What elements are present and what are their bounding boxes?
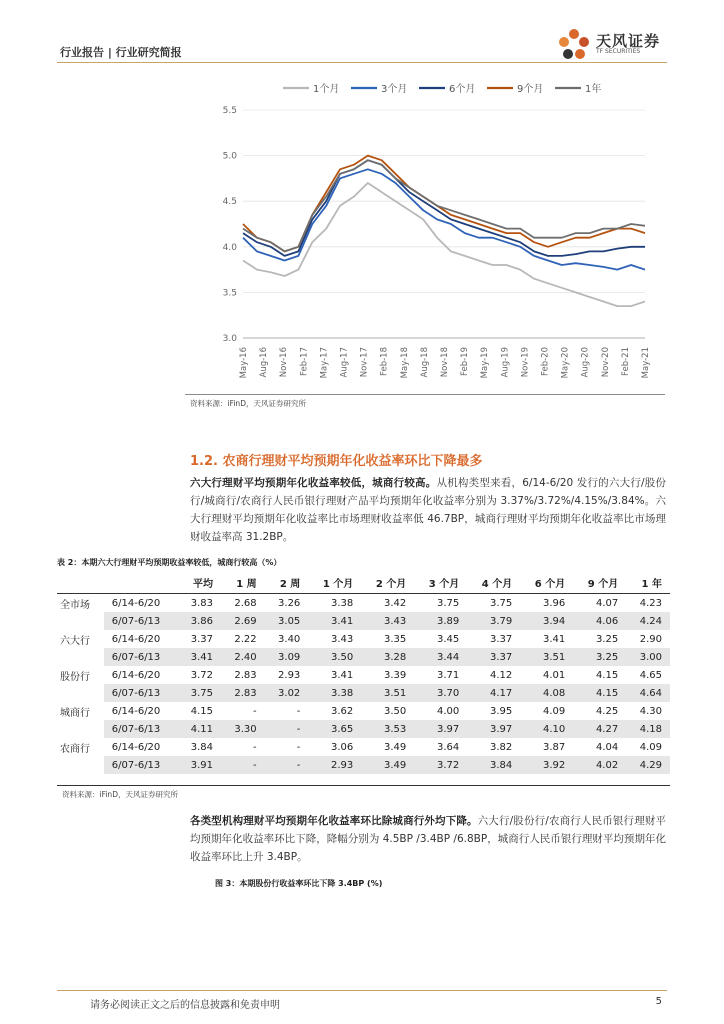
table-cell: 3.37 bbox=[190, 633, 214, 645]
table-header-cell: 2 个月 bbox=[361, 571, 414, 594]
table-cell: 3.30 bbox=[221, 720, 265, 738]
table-cell: 3.96 bbox=[542, 597, 566, 609]
x-tick-label: Feb-19 bbox=[460, 347, 471, 376]
logo-flower-icon bbox=[556, 26, 592, 62]
legend-label: 1年 bbox=[585, 84, 602, 95]
table-cell: 2.22 bbox=[234, 633, 257, 645]
table-source: 资料来源：iFinD，天风证券研究所 bbox=[62, 790, 178, 799]
row-group-label: 六大行 bbox=[60, 635, 90, 647]
section-paragraph bbox=[190, 474, 666, 546]
row-period: 6/14-6/20 bbox=[111, 705, 161, 717]
table-cell: 3.41 bbox=[331, 669, 354, 681]
x-tick-label: Feb-17 bbox=[299, 347, 310, 376]
table-row bbox=[57, 612, 670, 630]
table-cell: 4.18 bbox=[626, 720, 670, 738]
x-tick-label: May-21 bbox=[641, 347, 651, 379]
table-cell: 4.24 bbox=[626, 612, 670, 630]
table-cell: 3.06 bbox=[331, 741, 354, 753]
x-tick-label: Feb-20 bbox=[540, 347, 551, 376]
chart-source: 资料来源：iFinD，天风证券研究所 bbox=[190, 399, 306, 408]
table-header-cell: 平均 bbox=[177, 571, 221, 594]
table-cell: - bbox=[296, 705, 301, 717]
table-cell: 3.37 bbox=[467, 648, 520, 666]
table-cell: 3.38 bbox=[331, 597, 354, 609]
table-cell: 2.40 bbox=[221, 648, 265, 666]
x-tick-label: May-20 bbox=[560, 347, 571, 379]
table-cell: 3.25 bbox=[573, 648, 626, 666]
table-header-cell: 1 周 bbox=[221, 571, 265, 594]
table-cell: 3.95 bbox=[489, 705, 513, 717]
x-tick-label: Nov-18 bbox=[440, 347, 450, 378]
table-cell: 4.15 bbox=[595, 669, 619, 681]
table-cell: 4.12 bbox=[489, 669, 513, 681]
table-cell: 3.75 bbox=[489, 597, 513, 609]
row-period: 6/07-6/13 bbox=[104, 612, 178, 630]
row-period: 6/07-6/13 bbox=[104, 648, 178, 666]
table-cell: 3.83 bbox=[190, 597, 214, 609]
table-cell: 3.28 bbox=[361, 648, 414, 666]
table-cell: 3.65 bbox=[308, 720, 361, 738]
table-cell: 3.26 bbox=[278, 597, 301, 609]
table-cell: 3.05 bbox=[265, 612, 309, 630]
paragraph-body: 从机构类型来看，6/14-6/20 发行的六大行/股份行/城商行/农商行人民币银行理财产品平均预期年化收益率分别为 3.37%/3.72%/4.15%/3.84%。六大行理财平均预期年化收益率比市场理财收益率低 46.7BP，城商行理财平均预期年化收益率比市场理财收益率高 31.2BP。 bbox=[190, 477, 667, 543]
table-row bbox=[57, 756, 670, 774]
table-row bbox=[57, 630, 670, 648]
table-cell: 2.83 bbox=[234, 669, 257, 681]
x-tick-label: Feb-18 bbox=[379, 347, 390, 376]
table-cell: - bbox=[253, 741, 257, 753]
yield-table bbox=[57, 571, 670, 774]
table-cell: 3.42 bbox=[384, 597, 407, 609]
table-row bbox=[57, 666, 670, 684]
paragraph-2-body: 六大行/股份行/农商行人民币银行理财平均预期年化收益率环比下降，降幅分别为 4.5BP /3.4BP /6.8BP，城商行人民币银行理财平均预期年化收益率环比上升 3.4BP。 bbox=[190, 815, 666, 863]
table-row bbox=[57, 684, 670, 702]
table-header-row bbox=[57, 571, 670, 594]
row-period: 6/07-6/13 bbox=[104, 720, 178, 738]
table-cell: 3.53 bbox=[361, 720, 414, 738]
table-cell: 3.75 bbox=[436, 597, 460, 609]
x-tick-label: Aug-19 bbox=[500, 347, 511, 378]
x-tick-label: Nov-20 bbox=[600, 347, 611, 378]
row-group-label: 农商行 bbox=[60, 743, 90, 755]
y-tick-label: 4.5 bbox=[222, 197, 237, 208]
table-cell: 3.89 bbox=[414, 612, 467, 630]
table-cell: 3.94 bbox=[520, 612, 573, 630]
table-cell: 4.23 bbox=[639, 597, 662, 609]
table-cell: 4.65 bbox=[639, 669, 662, 681]
series-line bbox=[243, 169, 645, 269]
table-cell: 4.11 bbox=[177, 720, 221, 738]
logo-cn: 天风证券 bbox=[596, 32, 661, 50]
table-cell: 3.25 bbox=[595, 633, 619, 645]
table-cell: 3.72 bbox=[414, 756, 467, 774]
table-cell: 4.27 bbox=[573, 720, 626, 738]
x-tick-label: Aug-16 bbox=[259, 347, 270, 378]
table-cell: 3.51 bbox=[361, 684, 414, 702]
table-row bbox=[57, 738, 670, 756]
table-cell: - bbox=[265, 720, 309, 738]
paragraph-lead: 六大行理财平均预期年化收益率较低，城商行较高。 bbox=[190, 477, 437, 489]
table-cell: 3.37 bbox=[489, 633, 513, 645]
section-title: 1.2. 农商行理财平均预期年化收益率环比下降最多 bbox=[190, 454, 483, 469]
row-period: 6/14-6/20 bbox=[111, 669, 161, 681]
table-header-cell: 3 个月 bbox=[414, 571, 467, 594]
table-cell: 4.15 bbox=[190, 705, 214, 717]
table-cell: 3.70 bbox=[414, 684, 467, 702]
table-cell: 3.72 bbox=[190, 669, 214, 681]
table-cell: - bbox=[296, 741, 301, 753]
table-cell: 3.97 bbox=[467, 720, 520, 738]
row-period: 6/14-6/20 bbox=[111, 741, 161, 753]
y-tick-label: 5.0 bbox=[222, 151, 237, 162]
y-tick-label: 5.5 bbox=[222, 106, 237, 116]
table-cell: 3.64 bbox=[436, 741, 460, 753]
row-group-label bbox=[57, 612, 104, 630]
table-cell: 2.93 bbox=[278, 669, 301, 681]
y-tick-label: 3.0 bbox=[222, 334, 237, 344]
footer-disclaimer: 请务必阅读正文之后的信息披露和免责申明 bbox=[90, 1000, 280, 1011]
row-group-label: 城商行 bbox=[60, 707, 90, 719]
table-cell: 4.10 bbox=[520, 720, 573, 738]
table-cell: 4.02 bbox=[573, 756, 626, 774]
x-tick-label: Nov-16 bbox=[279, 347, 290, 378]
table-cell: 3.84 bbox=[190, 741, 214, 753]
table-row bbox=[57, 702, 670, 720]
row-period: 6/07-6/13 bbox=[104, 756, 178, 774]
table-cell: 4.29 bbox=[626, 756, 670, 774]
chart-svg bbox=[185, 72, 665, 392]
table-row bbox=[57, 594, 670, 613]
x-tick-label: May-17 bbox=[319, 347, 330, 379]
table-cell: 3.75 bbox=[177, 684, 221, 702]
page-number: 5 bbox=[655, 996, 662, 1007]
table-cell: 3.02 bbox=[265, 684, 309, 702]
legend-label: 9个月 bbox=[517, 84, 544, 95]
table-cell: 3.41 bbox=[308, 612, 361, 630]
row-period: 6/14-6/20 bbox=[111, 597, 161, 609]
table-cell: 3.43 bbox=[331, 633, 354, 645]
table-cell: 3.50 bbox=[384, 705, 407, 717]
y-tick-label: 4.0 bbox=[222, 242, 237, 253]
table-cell: - bbox=[265, 756, 309, 774]
x-tick-label: Nov-19 bbox=[520, 347, 531, 378]
row-group-label bbox=[57, 756, 104, 774]
table-header-cell: 1 个月 bbox=[308, 571, 361, 594]
figure-3-title: 图 3：本期股份行收益率环比下降 3.4BP (%) bbox=[215, 879, 383, 888]
logo-en: TF SECURITIES bbox=[596, 48, 641, 55]
table-cell: 3.92 bbox=[520, 756, 573, 774]
table-cell: 4.30 bbox=[639, 705, 662, 717]
table-cell: 3.35 bbox=[384, 633, 407, 645]
table-header-cell: 4 个月 bbox=[467, 571, 520, 594]
report-category: 行业报告 | 行业研究简报 bbox=[60, 46, 182, 59]
table-cell: 2.69 bbox=[221, 612, 265, 630]
table-cell: 3.91 bbox=[177, 756, 221, 774]
x-tick-label: May-19 bbox=[480, 347, 491, 379]
table-cell: 3.49 bbox=[361, 756, 414, 774]
x-tick-label: Aug-20 bbox=[580, 347, 591, 378]
table-cell: - bbox=[253, 705, 257, 717]
table-cell: 4.17 bbox=[467, 684, 520, 702]
table-cell: 3.41 bbox=[542, 633, 566, 645]
table-cell: 4.09 bbox=[639, 741, 662, 753]
x-tick-label: Aug-18 bbox=[419, 347, 430, 378]
table-cell: - bbox=[221, 756, 265, 774]
table-cell: 3.09 bbox=[265, 648, 309, 666]
table-title: 表 2：本期六大行理财平均预期收益率较低，城商行较高（%） bbox=[57, 558, 282, 567]
table-cell: 3.50 bbox=[308, 648, 361, 666]
table-cell: 3.38 bbox=[308, 684, 361, 702]
yield-line-chart bbox=[185, 72, 665, 392]
legend-label: 1个月 bbox=[313, 84, 340, 95]
table-cell: 4.09 bbox=[542, 705, 566, 717]
table-header-cell: 2 周 bbox=[265, 571, 309, 594]
table-cell: 3.86 bbox=[177, 612, 221, 630]
footer-divider bbox=[57, 990, 667, 991]
header-divider bbox=[57, 62, 667, 63]
legend-label: 3个月 bbox=[381, 84, 408, 95]
table-cell: 3.49 bbox=[384, 741, 407, 753]
table-cell: 3.51 bbox=[520, 648, 573, 666]
table-cell: 4.00 bbox=[436, 705, 460, 717]
y-tick-label: 3.5 bbox=[222, 288, 237, 299]
table-cell: 4.06 bbox=[573, 612, 626, 630]
table-cell: 4.07 bbox=[595, 597, 619, 609]
table-row bbox=[57, 720, 670, 738]
x-tick-label: May-18 bbox=[399, 347, 410, 379]
table-cell: 3.40 bbox=[278, 633, 301, 645]
x-tick-label: Feb-21 bbox=[620, 347, 631, 376]
row-group-label: 全市场 bbox=[60, 599, 90, 611]
table-cell: 3.97 bbox=[414, 720, 467, 738]
table-cell: 4.01 bbox=[542, 669, 566, 681]
paragraph-2-lead: 各类型机构理财平均预期年化收益率环比除城商行外均下降。 bbox=[190, 815, 478, 827]
table-cell: 4.04 bbox=[595, 741, 619, 753]
company-logo bbox=[556, 26, 666, 62]
row-group-label bbox=[57, 648, 104, 666]
table-body bbox=[57, 594, 670, 775]
table-cell: 3.00 bbox=[626, 648, 670, 666]
row-period: 6/07-6/13 bbox=[104, 684, 178, 702]
table-cell: 3.62 bbox=[331, 705, 354, 717]
table-header-cell: 1 年 bbox=[626, 571, 670, 594]
table-cell: 3.39 bbox=[384, 669, 407, 681]
table-cell: 2.93 bbox=[308, 756, 361, 774]
table-cell: 3.71 bbox=[436, 669, 460, 681]
table-cell: 4.08 bbox=[520, 684, 573, 702]
x-tick-label: Nov-17 bbox=[359, 347, 370, 378]
legend-label: 6个月 bbox=[449, 84, 476, 95]
table-header-cell: 6 个月 bbox=[520, 571, 573, 594]
x-tick-label: May-16 bbox=[239, 347, 249, 379]
table-header-cell bbox=[104, 571, 178, 594]
table-cell: 4.15 bbox=[573, 684, 626, 702]
table-cell: 4.25 bbox=[595, 705, 619, 717]
table-cell: 4.64 bbox=[626, 684, 670, 702]
chart-source-divider bbox=[185, 394, 665, 395]
table-cell: 2.83 bbox=[221, 684, 265, 702]
table-cell: 2.68 bbox=[234, 597, 257, 609]
table-cell: 3.41 bbox=[177, 648, 221, 666]
x-tick-label: Aug-17 bbox=[339, 347, 350, 378]
table-cell: 3.43 bbox=[361, 612, 414, 630]
table-cell: 3.44 bbox=[414, 648, 467, 666]
table-cell: 3.87 bbox=[542, 741, 566, 753]
table-header-cell: 9 个月 bbox=[573, 571, 626, 594]
paragraph-2 bbox=[190, 812, 666, 866]
row-group-label bbox=[57, 720, 104, 738]
table-cell: 3.45 bbox=[436, 633, 460, 645]
table-row bbox=[57, 648, 670, 666]
row-group-label bbox=[57, 684, 104, 702]
table-cell: 3.84 bbox=[467, 756, 520, 774]
table-cell: 2.90 bbox=[639, 633, 662, 645]
row-group-label: 股份行 bbox=[60, 671, 90, 683]
table-cell: 3.79 bbox=[467, 612, 520, 630]
table-bottom-rule bbox=[57, 785, 670, 786]
table-header-cell bbox=[57, 571, 104, 594]
row-period: 6/14-6/20 bbox=[111, 633, 161, 645]
table-cell: 3.82 bbox=[489, 741, 513, 753]
